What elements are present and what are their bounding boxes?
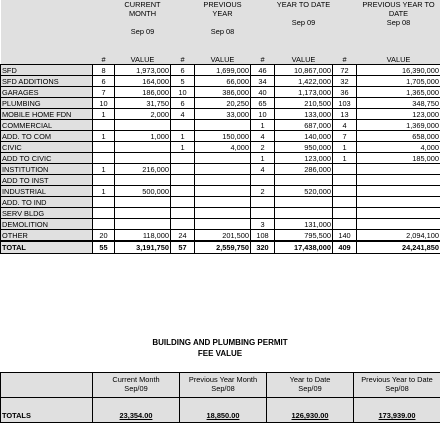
row-label: DEMOLITION (1, 219, 93, 230)
value-prev-year-to-date (357, 164, 440, 175)
fee-totals-label: TOTALS (1, 398, 93, 423)
value-current-month (115, 219, 171, 230)
fee-value-year-to-date (267, 398, 354, 423)
previous-year-title: PREVIOUS YEAR (203, 0, 242, 18)
value-current-month: 164,000 (115, 76, 171, 87)
count-current-month: 8 (93, 65, 115, 76)
table-row (1, 120, 440, 131)
value-prev-year-to-date (357, 219, 440, 230)
previous-year-date: Sep 08 (210, 27, 235, 36)
fee-value-previous-year-month (180, 398, 267, 423)
value-current-month: 1,000 (115, 131, 171, 142)
value-current-month (115, 153, 171, 164)
fee-header-name: Previous Year to Date (361, 375, 433, 384)
value-current-month: 500,000 (115, 186, 171, 197)
row-label: GARAGES (1, 87, 93, 98)
count-year-to-date (251, 175, 275, 186)
header-blank (1, 54, 93, 65)
fee-header-current-month (93, 373, 180, 398)
total-label: TOTAL (1, 241, 93, 254)
count-year-to-date: 4 (251, 164, 275, 175)
value-prev-year-to-date (357, 186, 440, 197)
value-prev-year-to-date: 1,365,000 (357, 87, 440, 98)
fee-value: 23,354.00 (119, 411, 153, 420)
table-row (1, 142, 440, 153)
table-row (1, 65, 440, 76)
value-current-month (115, 197, 171, 208)
count-column-header: # (93, 54, 115, 65)
value-previous-year: 201,500 (195, 230, 251, 242)
count-current-month: 1 (93, 186, 115, 197)
count-year-to-date: 40 (251, 87, 275, 98)
count-previous-year: 1 (171, 142, 195, 153)
value-current-month: 118,000 (115, 230, 171, 242)
count-current-month: 7 (93, 87, 115, 98)
value-year-to-date: 140,000 (275, 131, 333, 142)
table-row (1, 186, 440, 197)
value-year-to-date: 10,867,000 (275, 65, 333, 76)
fee-value: 173,939.00 (378, 411, 416, 420)
count-prev-year-to-date: 4 (333, 120, 357, 131)
row-label: SFD (1, 65, 93, 76)
count-year-to-date (251, 197, 275, 208)
value-previous-year (195, 120, 251, 131)
row-label: INSTITUTION (1, 164, 93, 175)
row-label: COMMERCIAL (1, 120, 93, 131)
header-blank (93, 0, 115, 54)
value-current-month: 186,000 (115, 87, 171, 98)
value-previous-year: 1,699,000 (195, 65, 251, 76)
count-year-to-date: 3 (251, 219, 275, 230)
value-prev-year-to-date: 1,369,000 (357, 120, 440, 131)
value-current-month (115, 208, 171, 219)
table-row (1, 230, 440, 242)
count-current-month: 1 (93, 109, 115, 120)
count-previous-year: 10 (171, 87, 195, 98)
fee-header-previous-year-month (180, 373, 267, 398)
count-column-header: # (171, 54, 195, 65)
header-blank (251, 0, 275, 54)
value-year-to-date (275, 175, 333, 186)
value-year-to-date: 123,000 (275, 153, 333, 164)
count-year-to-date: 10 (251, 109, 275, 120)
count-prev-year-to-date: 13 (333, 109, 357, 120)
prev-year-to-date-date: Sep 08 (386, 18, 411, 27)
count-column-header: # (251, 54, 275, 65)
value-current-month (115, 142, 171, 153)
count-current-month (93, 153, 115, 164)
count-prev-year-to-date (333, 208, 357, 219)
count-prev-year-to-date (333, 175, 357, 186)
count-current-month (93, 175, 115, 186)
value-previous-year: 4,000 (195, 142, 251, 153)
row-label: ADD TO CIVIC (1, 153, 93, 164)
value-prev-year-to-date: 348,750 (357, 98, 440, 109)
count-prev-year-to-date: 7 (333, 131, 357, 142)
count-current-month: 1 (93, 164, 115, 175)
fee-value: 18,850.00 (206, 411, 240, 420)
value-previous-year (195, 197, 251, 208)
year-to-date-title: YEAR TO DATE (276, 0, 331, 9)
count-previous-year (171, 175, 195, 186)
permit-rows (1, 65, 440, 242)
count-year-to-date: 2 (251, 142, 275, 153)
count-prev-year-to-date: 1 (333, 153, 357, 164)
count-previous-year (171, 120, 195, 131)
value-current-month (115, 120, 171, 131)
column-header-row (1, 54, 440, 65)
total-value-previous-year: 2,559,750 (195, 241, 251, 254)
fee-header-row (1, 373, 440, 398)
total-count-prev-year-to-date: 409 (333, 241, 357, 254)
fee-header-date: Sep/08 (211, 384, 235, 393)
table-row (1, 87, 440, 98)
count-previous-year (171, 153, 195, 164)
table-row (1, 164, 440, 175)
header-blank (1, 0, 93, 54)
count-previous-year (171, 164, 195, 175)
total-row (1, 241, 440, 254)
table-row (1, 131, 440, 142)
count-year-to-date: 65 (251, 98, 275, 109)
count-current-month: 6 (93, 76, 115, 87)
prev-year-to-date-header (357, 0, 440, 54)
fee-header-blank (1, 373, 93, 398)
fee-section-title (0, 337, 440, 359)
previous-year-header (195, 0, 251, 54)
value-previous-year (195, 219, 251, 230)
value-previous-year (195, 164, 251, 175)
value-previous-year: 150,000 (195, 131, 251, 142)
value-previous-year (195, 186, 251, 197)
count-prev-year-to-date: 1 (333, 142, 357, 153)
table-row (1, 175, 440, 186)
table-row (1, 76, 440, 87)
fee-value-table (0, 372, 440, 423)
value-year-to-date: 687,000 (275, 120, 333, 131)
fee-header-name: Year to Date (289, 375, 331, 384)
row-label: ADD. TO COM (1, 131, 93, 142)
fee-header-date: Sep/09 (298, 384, 322, 393)
fee-totals-row (1, 398, 440, 423)
count-year-to-date: 1 (251, 153, 275, 164)
count-column-header: # (333, 54, 357, 65)
value-year-to-date: 795,500 (275, 230, 333, 242)
count-previous-year (171, 219, 195, 230)
count-previous-year (171, 208, 195, 219)
row-label: MOBILE HOME FDN (1, 109, 93, 120)
count-prev-year-to-date: 32 (333, 76, 357, 87)
value-previous-year (195, 208, 251, 219)
count-prev-year-to-date: 103 (333, 98, 357, 109)
value-prev-year-to-date: 123,000 (357, 109, 440, 120)
header-blank (333, 0, 357, 54)
value-previous-year: 66,000 (195, 76, 251, 87)
fee-header-year-to-date (267, 373, 354, 398)
value-prev-year-to-date: 185,000 (357, 153, 440, 164)
total-count-year-to-date: 320 (251, 241, 275, 254)
value-year-to-date: 133,000 (275, 109, 333, 120)
value-year-to-date: 1,422,000 (275, 76, 333, 87)
row-label: OTHER (1, 230, 93, 242)
total-count-previous-year: 57 (171, 241, 195, 254)
header-blank (171, 0, 195, 54)
count-year-to-date: 46 (251, 65, 275, 76)
value-prev-year-to-date (357, 175, 440, 186)
value-current-month: 216,000 (115, 164, 171, 175)
fee-title-line1: BUILDING AND PLUMBING PERMIT (152, 338, 288, 347)
count-current-month: 10 (93, 98, 115, 109)
value-prev-year-to-date (357, 208, 440, 219)
row-label: SERV BLDG (1, 208, 93, 219)
value-previous-year (195, 175, 251, 186)
value-year-to-date: 131,000 (275, 219, 333, 230)
count-current-month: 1 (93, 131, 115, 142)
value-prev-year-to-date: 16,390,000 (357, 65, 440, 76)
row-label: ADD. TO IND (1, 197, 93, 208)
total-value-prev-year-to-date: 24,241,850 (357, 241, 440, 254)
row-label: ADD TO INST (1, 175, 93, 186)
table-row (1, 98, 440, 109)
year-to-date-date: Sep 09 (291, 18, 316, 27)
count-current-month (93, 197, 115, 208)
count-current-month (93, 120, 115, 131)
row-label: CIVIC (1, 142, 93, 153)
count-year-to-date: 34 (251, 76, 275, 87)
table-row (1, 109, 440, 120)
value-year-to-date: 950,000 (275, 142, 333, 153)
fee-header-date: Sep/09 (124, 384, 148, 393)
total-count-current-month: 55 (93, 241, 115, 254)
count-prev-year-to-date (333, 197, 357, 208)
count-previous-year: 1 (171, 131, 195, 142)
count-year-to-date: 2 (251, 186, 275, 197)
value-column-header: VALUE (115, 54, 171, 65)
value-prev-year-to-date: 1,705,000 (357, 76, 440, 87)
count-prev-year-to-date (333, 219, 357, 230)
value-current-month: 31,750 (115, 98, 171, 109)
fee-title-line2: FEE VALUE (197, 349, 243, 358)
period-header-row (1, 0, 440, 54)
row-label: INDUSTRIAL (1, 186, 93, 197)
value-column-header: VALUE (357, 54, 440, 65)
count-previous-year: 5 (171, 76, 195, 87)
value-year-to-date: 1,173,000 (275, 87, 333, 98)
count-year-to-date: 1 (251, 120, 275, 131)
value-prev-year-to-date (357, 197, 440, 208)
count-current-month: 20 (93, 230, 115, 242)
value-previous-year: 20,250 (195, 98, 251, 109)
value-prev-year-to-date: 4,000 (357, 142, 440, 153)
count-prev-year-to-date (333, 186, 357, 197)
count-current-month (93, 142, 115, 153)
value-column-header: VALUE (195, 54, 251, 65)
value-previous-year (195, 153, 251, 164)
count-previous-year: 6 (171, 65, 195, 76)
fee-header-name: Previous Year Month (188, 375, 258, 384)
value-current-month: 1,973,000 (115, 65, 171, 76)
count-previous-year: 4 (171, 109, 195, 120)
count-prev-year-to-date: 140 (333, 230, 357, 242)
count-year-to-date: 4 (251, 131, 275, 142)
count-prev-year-to-date: 72 (333, 65, 357, 76)
value-current-month (115, 175, 171, 186)
fee-value-current-month (93, 398, 180, 423)
current-month-date: Sep 09 (130, 27, 155, 36)
count-year-to-date (251, 208, 275, 219)
count-year-to-date: 108 (251, 230, 275, 242)
value-year-to-date: 520,000 (275, 186, 333, 197)
value-year-to-date: 286,000 (275, 164, 333, 175)
fee-header-prev-year-to-date (354, 373, 440, 398)
count-prev-year-to-date: 36 (333, 87, 357, 98)
table-row (1, 219, 440, 230)
value-prev-year-to-date: 2,094,100 (357, 230, 440, 242)
year-to-date-header (275, 0, 333, 54)
value-prev-year-to-date: 658,000 (357, 131, 440, 142)
fee-header-name: Current Month (112, 375, 160, 384)
total-value-current-month: 3,191,750 (115, 241, 171, 254)
fee-value: 126,930.00 (291, 411, 329, 420)
value-column-header: VALUE (275, 54, 333, 65)
count-current-month (93, 219, 115, 230)
count-current-month (93, 208, 115, 219)
count-prev-year-to-date (333, 164, 357, 175)
total-value-year-to-date: 17,438,000 (275, 241, 333, 254)
value-year-to-date: 210,500 (275, 98, 333, 109)
value-previous-year: 33,000 (195, 109, 251, 120)
prev-year-to-date-title: PREVIOUS YEAR TO DATE (362, 0, 435, 18)
table-row (1, 208, 440, 219)
fee-header-date: Sep/08 (385, 384, 409, 393)
value-previous-year: 386,000 (195, 87, 251, 98)
count-previous-year (171, 197, 195, 208)
value-year-to-date (275, 197, 333, 208)
row-label: SFD ADDITIONS (1, 76, 93, 87)
count-previous-year: 6 (171, 98, 195, 109)
current-month-title: CURRENT MONTH (124, 0, 161, 18)
value-current-month: 2,000 (115, 109, 171, 120)
row-label: PLUMBING (1, 98, 93, 109)
table-row (1, 153, 440, 164)
count-previous-year (171, 186, 195, 197)
fee-value-prev-year-to-date (354, 398, 440, 423)
current-month-header (115, 0, 171, 54)
table-row (1, 197, 440, 208)
count-previous-year: 24 (171, 230, 195, 242)
value-year-to-date (275, 208, 333, 219)
